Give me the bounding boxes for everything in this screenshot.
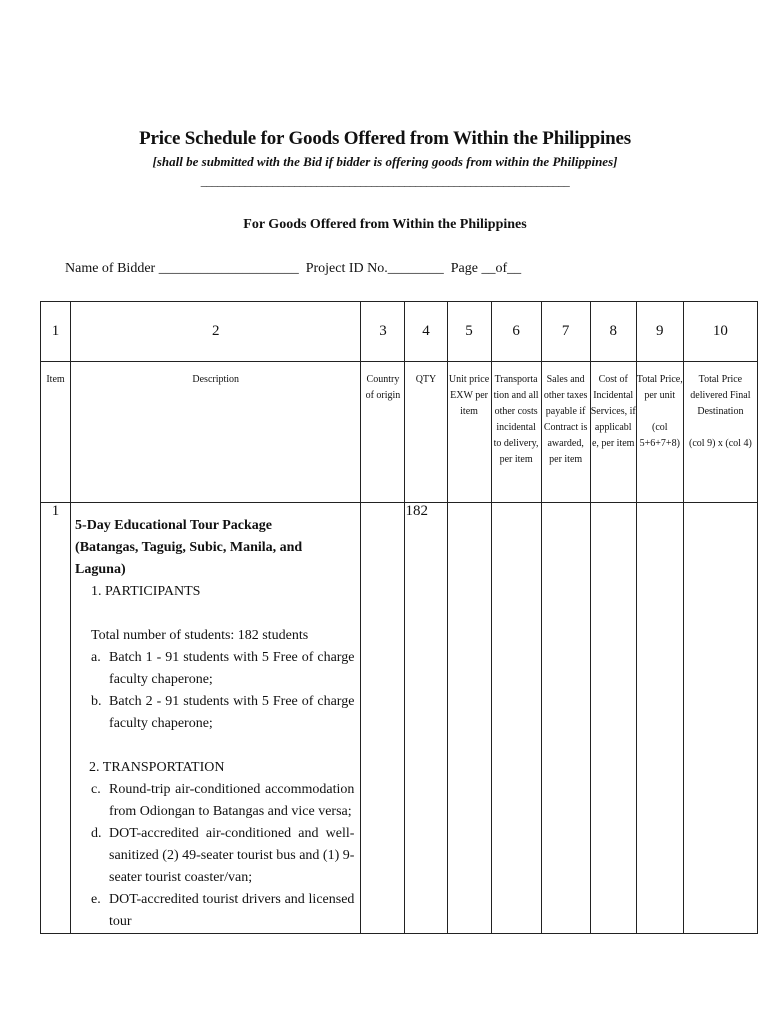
section-title: For Goods Offered from Within the Philippines (243, 217, 527, 232)
col-number: 4 (405, 302, 447, 362)
qty-cell: 182 (405, 503, 447, 934)
students-total: Total number of students: 182 students (91, 628, 309, 643)
list-item (75, 647, 354, 691)
col-header-item: Item (41, 362, 71, 503)
list-marker: d. (91, 826, 102, 841)
document-subtitle: [shall be submitted with the Bid if bidder is offering goods from within the Philippines] (152, 154, 618, 169)
column-header-row (41, 362, 758, 503)
col-number: 2 (71, 302, 361, 362)
list-marker: b. (91, 694, 102, 709)
item-title: 5-Day Educational Tour Package (75, 518, 272, 533)
total-delivered-cell (683, 503, 757, 934)
table-row (41, 503, 758, 934)
unit-price-cell (447, 503, 491, 934)
bidder-info-line: Name of Bidder ____________________ Project ID No.________ Page __of__ (65, 261, 522, 276)
col-number: 10 (683, 302, 757, 362)
description-cell (71, 503, 361, 934)
incidental-cost-cell (590, 503, 636, 934)
col-header-taxes: Sales and other taxes payable if Contract is awarded, per item (541, 362, 590, 503)
col-number: 7 (541, 302, 590, 362)
list-marker: a. (91, 650, 101, 665)
col-number: 5 (447, 302, 491, 362)
section-heading-transportation: 2. TRANSPORTATION (89, 760, 225, 775)
column-number-row (41, 302, 758, 362)
country-cell (361, 503, 405, 934)
col-header-qty: QTY (405, 362, 447, 503)
list-item (75, 889, 354, 933)
list-item (75, 691, 354, 735)
col-header-transport-cost: Transporta tion and all other costs incidental to delivery, per item (491, 362, 541, 503)
list-marker: c. (91, 782, 101, 797)
col-number: 1 (41, 302, 71, 362)
section-heading-participants: 1. PARTICIPANTS (91, 584, 201, 599)
col-number: 6 (491, 302, 541, 362)
taxes-cell (541, 503, 590, 934)
col-header-description: Description (71, 362, 361, 503)
col-number: 3 (361, 302, 405, 362)
col-header-total-per-unit: Total Price, per unit (col 5+6+7+8) (636, 362, 683, 503)
col-header-total-delivered: Total Price delivered Final Destination (col 9) x (col 4) (683, 362, 757, 503)
col-header-country: Country of origin (361, 362, 405, 503)
document-title: Price Schedule for Goods Offered from Within the Philippines (139, 128, 631, 149)
item-subtitle: (Batangas, Taguig, Subic, Manila, and Laguna) (75, 540, 303, 577)
underline-rule: ___________________________________________________________________ (200, 174, 570, 188)
item-number-cell: 1 (41, 503, 71, 934)
list-item-text: Round-trip air-conditioned accommodation from Odiongan to Batangas and vice versa; (109, 782, 355, 819)
list-item-text: DOT-accredited air-conditioned and well-sanitized (2) 49-seater tourist bus and (1) 9-seater tourist coaster/van; (109, 826, 355, 885)
list-item (75, 823, 354, 889)
col-number: 8 (590, 302, 636, 362)
col-number: 9 (636, 302, 683, 362)
col-header-incidental-cost: Cost of Incidental Services, if applicabl e, per item (590, 362, 636, 503)
list-item (75, 779, 354, 823)
total-per-unit-cell (636, 503, 683, 934)
col-header-unit-price: Unit price EXW per item (447, 362, 491, 503)
list-item-text: DOT-accredited tourist drivers and licensed tour (109, 892, 355, 929)
transport-cost-cell (491, 503, 541, 934)
list-item-text: Batch 2 - 91 students with 5 Free of charge faculty chaperone; (109, 694, 355, 731)
price-schedule-table (40, 301, 758, 934)
list-item-text: Batch 1 - 91 students with 5 Free of charge faculty chaperone; (109, 650, 355, 687)
list-marker: e. (91, 892, 101, 907)
